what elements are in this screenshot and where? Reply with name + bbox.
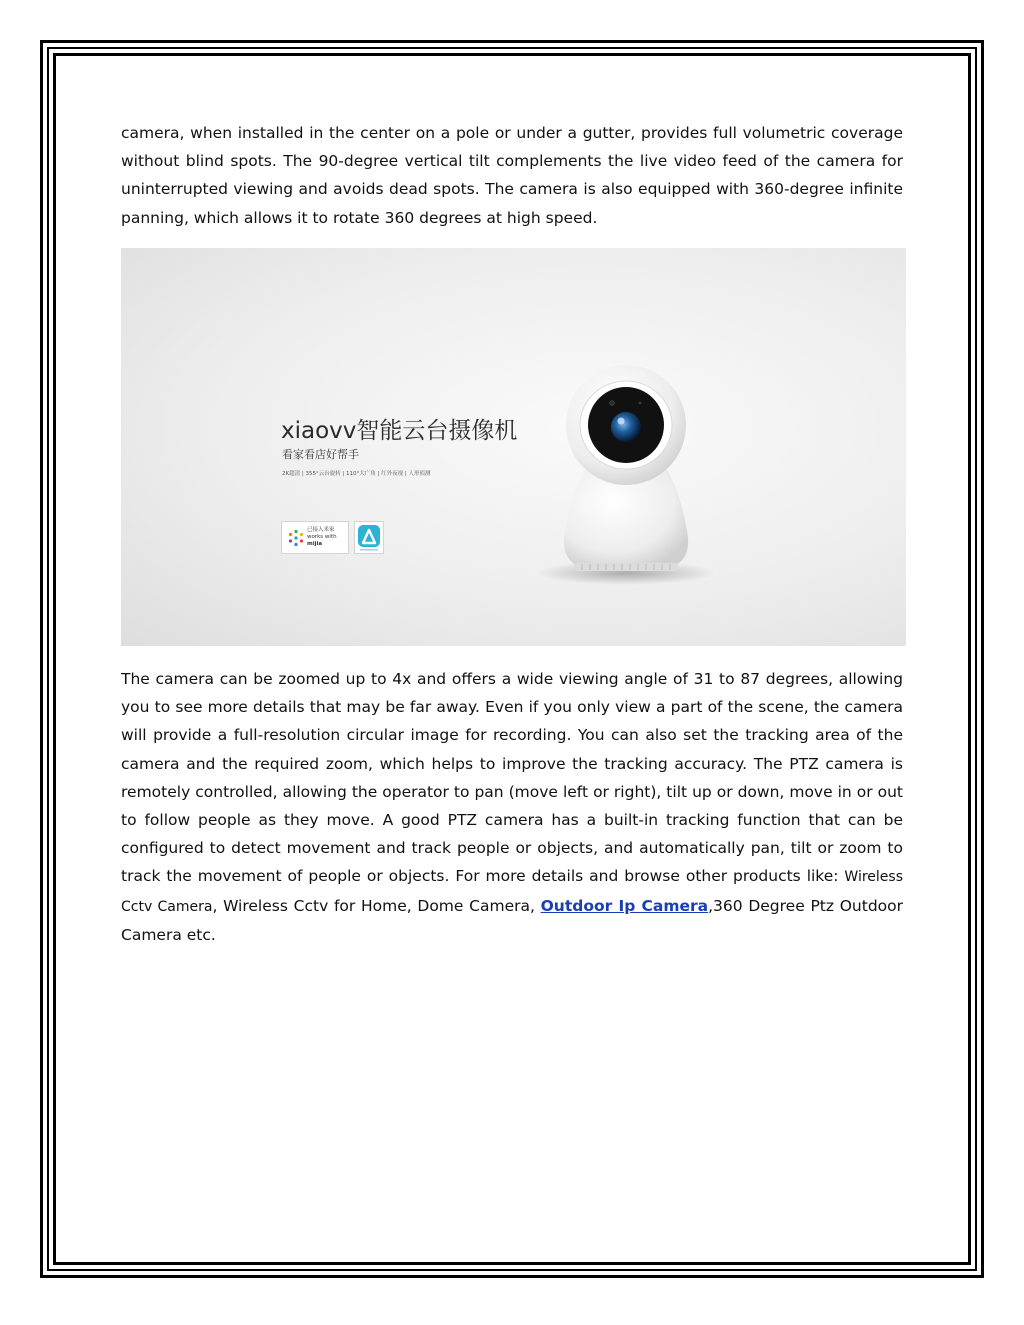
mijia-badge-text (307, 527, 337, 548)
details-paragraph (121, 665, 903, 949)
ptz-camera-illustration (526, 363, 726, 588)
product-image-features: 2K超清 | 355°云台旋转 | 110°大广角 | 红外夜视 | 人形侦测 (282, 471, 431, 477)
mijia-badge-line1: 已接入米家 (307, 527, 335, 533)
details-text-end: ,360 Degree Ptz Outdoor Camera etc. (121, 896, 904, 944)
mijia-badge (281, 521, 349, 554)
mijia-logo-icon (287, 529, 305, 547)
outdoor-ip-camera-link[interactable]: Outdoor Ip Camera (540, 896, 709, 915)
app-logo-icon (355, 522, 383, 553)
app-badge (354, 521, 384, 554)
intro-paragraph: camera, when installed in the center on a pole or under a gutter, provides full volumetric coverage without blind spots. The 90-degree vertical tilt complements the live video feed of the camera for uninterrupted viewing and avoids dead spots. The camera is also equipped with 360-degree infinite panning, which allows it to rotate 360 degrees at high speed. (121, 124, 903, 227)
details-text: The camera can be zoomed up to 4x and offers a wide viewing angle of 31 to 87 degrees, allowing you to see more details that may be far away. Even if you only view a part of the scene, the camera will provide a full-resolution circular image for recording. You can also set the tracking area of the camera and the required zoom, which helps to improve the tracking accuracy. The PTZ camera is remotely controlled, allowing the operator to pan (move left or right), tilt up or down, move in or out to follow people as they move. A good PTZ camera has a built-in tracking function that can be configured to detect movement and track people or objects, and automatically pan, tilt or zoom to track the movement of people or objects. For more details and browse other products like: (121, 670, 903, 886)
product-image-subtitle: 看家看店好帮手 (282, 448, 359, 461)
product-image-title: xiaovv智能云台摄像机 (281, 418, 518, 444)
mijia-badge-line2: works with (307, 534, 337, 540)
mijia-badge-line3: mijia (307, 541, 323, 547)
details-text-middle: , Wireless Cctv for Home, Dome Camera, (212, 896, 541, 915)
page-border-inner (53, 53, 971, 1265)
wireless-cctv-camera-link[interactable]: Wireless Cctv Camera (121, 869, 903, 915)
product-image (121, 248, 906, 646)
